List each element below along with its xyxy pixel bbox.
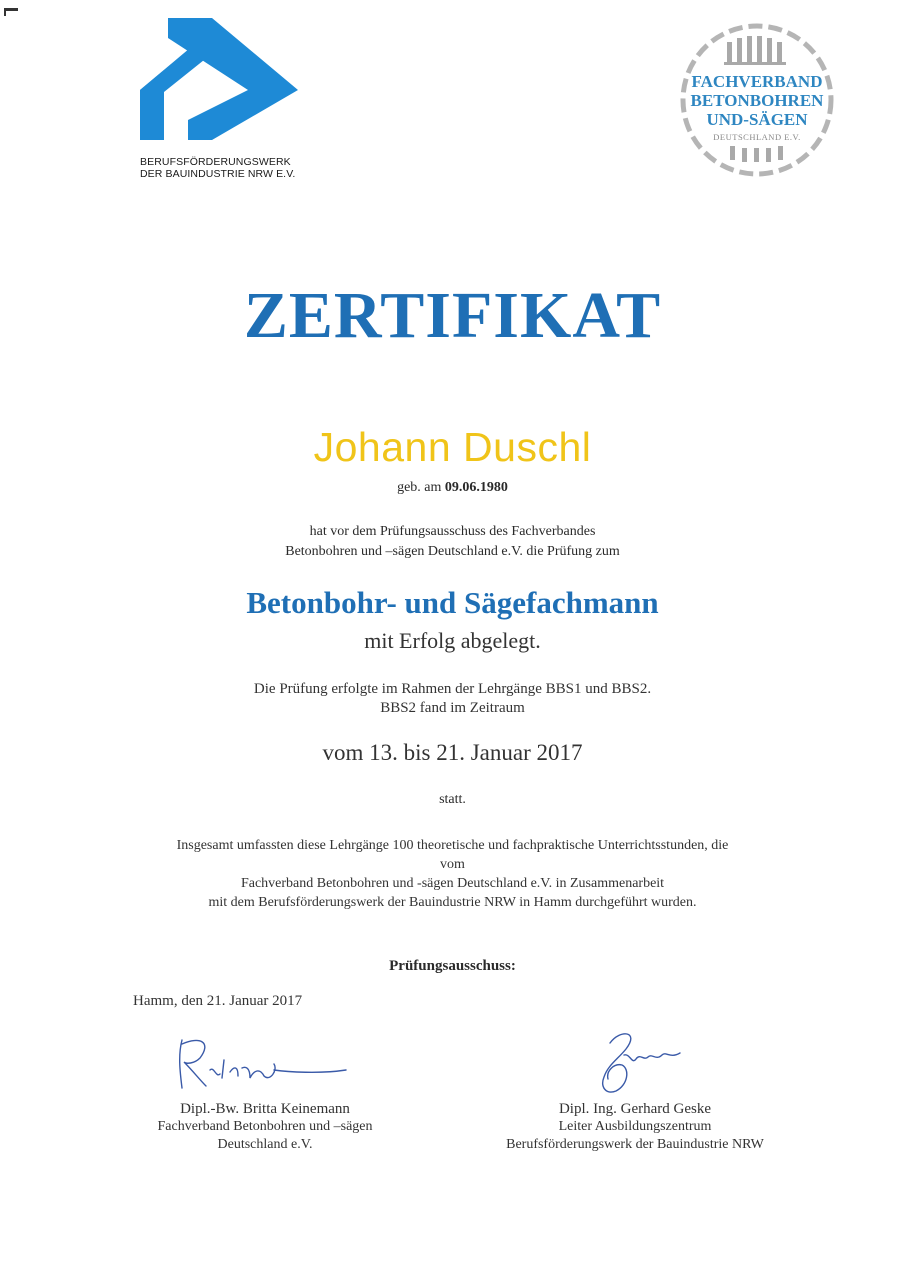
summary-line-2: vom	[440, 857, 465, 872]
signer-right-name: Dipl. Ing. Gerhard Geske	[558, 1101, 712, 1117]
intro-line-1: hat vor dem Prüfungsausschuss des Fachverbandes	[309, 524, 596, 539]
birth-date: 09.06.1980	[444, 480, 508, 495]
birth-prefix: geb. am	[397, 480, 445, 495]
scan-corner-mark	[4, 8, 18, 11]
seal-line-1: FACHVERBAND	[691, 72, 823, 91]
intro-text	[0, 522, 905, 562]
birth-date-line	[0, 480, 905, 496]
seal-line-3: UND-SÄGEN	[706, 110, 808, 129]
seal-line-4: DEUTSCHLAND E.V.	[713, 132, 801, 142]
signer-right-org: Berufsförderungswerk der Bauindustrie NRW	[506, 1137, 764, 1152]
bfw-logo-mark	[130, 18, 320, 153]
signature-block-right	[480, 1100, 790, 1154]
certificate-title: ZERTIFIKAT	[243, 279, 662, 352]
success-text: mit Erfolg abgelegt.	[364, 628, 541, 653]
place-date: Hamm, den 21. Januar 2017	[133, 993, 303, 1009]
summary-line-3: Fachverband Betonbohren und -sägen Deutschland e.V. in Zusammenarbeit	[240, 876, 665, 891]
signer-left-org-2: Deutschland e.V.	[217, 1137, 313, 1152]
signature-keinemann	[170, 1030, 360, 1100]
signer-left-org: Fachverband Betonbohren und –sägen	[157, 1119, 373, 1134]
signer-left-name: Dipl.-Bw. Britta Keinemann	[180, 1101, 350, 1117]
summary-text	[0, 836, 905, 912]
committee-heading: Prüfungsausschuss:	[389, 958, 516, 974]
signer-right-title: Leiter Ausbildungszentrum	[558, 1119, 712, 1134]
fachverband-seal	[672, 18, 842, 183]
signature-geske	[570, 1025, 700, 1105]
profession-title: Betonbohr- und Sägefachmann	[246, 585, 659, 620]
seal-line-2: BETONBOHREN	[690, 91, 824, 110]
bfw-logo-text: BERUFSFÖRDERUNGSWERK DER BAUINDUSTRIE NRW E.V.	[140, 156, 296, 180]
bfw-logo	[130, 18, 320, 183]
recipient-name: Johann Duschl	[313, 424, 592, 470]
summary-line-4: mit dem Berufsförderungswerk der Bauindustrie NRW in Hamm durchgeführt wurden.	[208, 895, 697, 910]
intro-line-2: Betonbohren und –sägen Deutschland e.V. die Prüfung zum	[285, 544, 620, 559]
exam-line-2: BBS2 fand im Zeitraum	[380, 700, 525, 716]
exam-text	[0, 680, 905, 718]
statt-text: statt.	[439, 792, 466, 807]
period-text: vom 13. bis 21. Januar 2017	[322, 740, 583, 765]
signature-block-left	[120, 1100, 410, 1154]
summary-line-1: Insgesamt umfassten diese Lehrgänge 100 theoretische und fachpraktische Unterrichtsstunden, die	[176, 838, 729, 853]
exam-line-1: Die Prüfung erfolgte im Rahmen der Lehrgänge BBS1 und BBS2.	[253, 681, 652, 697]
